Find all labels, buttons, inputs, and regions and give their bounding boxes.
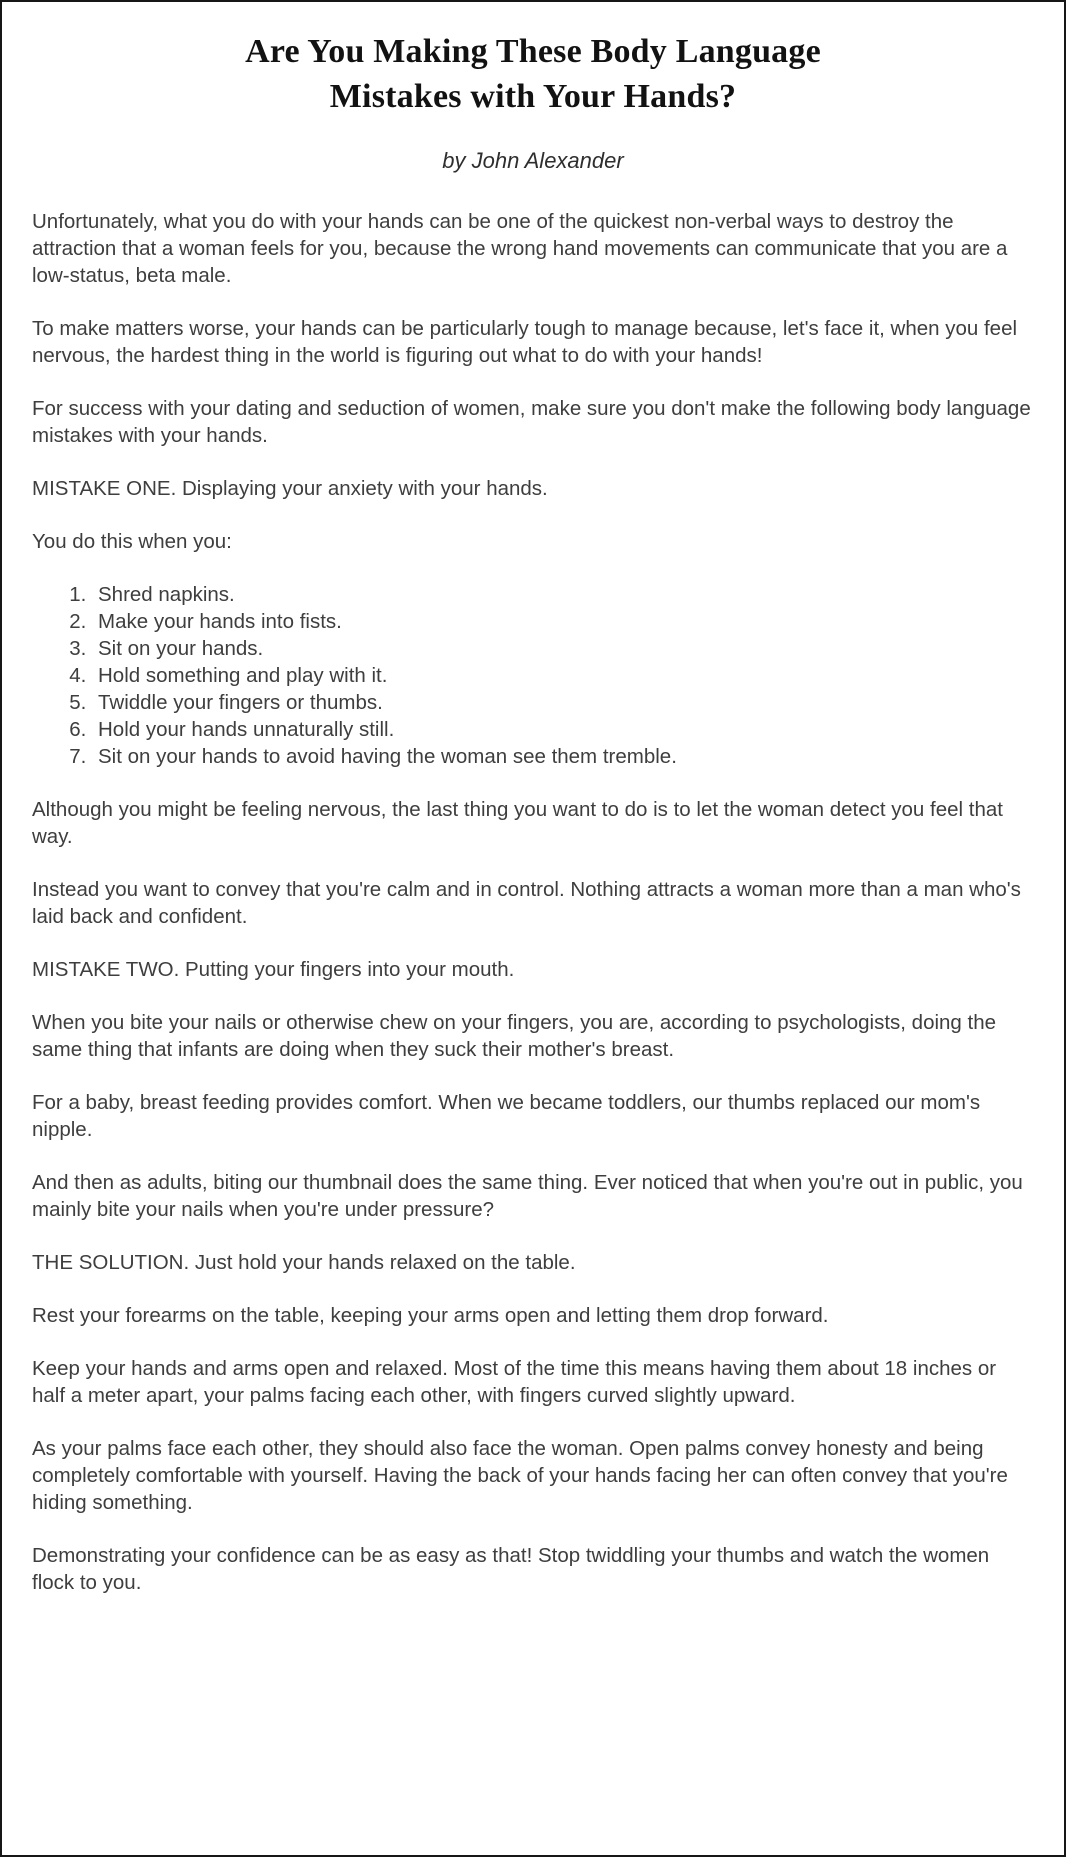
byline: by John Alexander (442, 147, 624, 173)
list-item: 2. Make your hands into fists. (92, 608, 1034, 635)
paragraph: You do this when you: (32, 529, 232, 553)
paragraph: For success with your dating and seduction of women, make sure you don't make the following body language mistakes with your hands. (32, 396, 1031, 447)
paragraph: MISTAKE TWO. Putting your fingers into your mouth. (32, 957, 515, 981)
paragraph: When you bite your nails or otherwise chew on your fingers, you are, according to psychologists, doing the same thing that infants are doing when they suck their mother's breast. (32, 1010, 997, 1061)
paragraph: For a baby, breast feeding provides comfort. When we became toddlers, our thumbs replaced our mom's nipple. (32, 1090, 981, 1141)
page-title (133, 30, 933, 120)
list-item: 5. Twiddle your fingers or thumbs. (92, 689, 1034, 716)
paragraph: To make matters worse, your hands can be particularly tough to manage because, let's face it, when you feel nervous, the hardest thing in the world is figuring out what to do with your hands! (32, 316, 1018, 367)
page-title-line2: Mistakes with Your Hands? (329, 77, 737, 115)
paragraph: MISTAKE ONE. Displaying your anxiety with your hands. (32, 476, 548, 500)
paragraph: Demonstrating your confidence can be as easy as that! Stop twiddling your thumbs and watch the women flock to you. (32, 1543, 990, 1594)
article-body (32, 208, 1034, 1596)
paragraph: Rest your forearms on the table, keeping your arms open and letting them drop forward. (32, 1303, 829, 1327)
paragraph: And then as adults, biting our thumbnail does the same thing. Ever noticed that when you're out in public, you mainly bite your nails when you're under pressure? (32, 1170, 1023, 1221)
paragraph: THE SOLUTION. Just hold your hands relaxed on the table. (32, 1250, 576, 1274)
list-item: 6. Hold your hands unnaturally still. (92, 716, 1034, 743)
paragraph: Keep your hands and arms open and relaxed. Most of the time this means having them about 18 inches or half a meter apart, your palms facing each other, with fingers curved slightly upward. (32, 1356, 997, 1407)
paragraph: Unfortunately, what you do with your hands can be one of the quickest non-verbal ways to destroy the attraction that a woman feels for you, because the wrong hand movements can communicate that you are a low-status, beta male. (32, 209, 1008, 287)
list-item: 4. Hold something and play with it. (92, 662, 1034, 689)
paragraph: Although you might be feeling nervous, the last thing you want to do is to let the woman detect you feel that way. (32, 797, 1003, 848)
paragraph: As your palms face each other, they should also face the woman. Open palms convey honesty and being completely comfortable with yourself. Having the back of your hands facing her can often convey that you're hiding something. (32, 1436, 1008, 1514)
list-item: 7. Sit on your hands to avoid having the woman see them tremble. (92, 743, 1034, 770)
ordered-list (32, 581, 1034, 770)
paragraph: Instead you want to convey that you're calm and in control. Nothing attracts a woman more than a man who's laid back and confident. (32, 877, 1021, 928)
article (2, 2, 1064, 1662)
page-title-line1: Are You Making These Body Language (245, 33, 821, 70)
list-item: 1. Shred napkins. (92, 581, 1034, 608)
list-item: 3. Sit on your hands. (92, 635, 1034, 662)
